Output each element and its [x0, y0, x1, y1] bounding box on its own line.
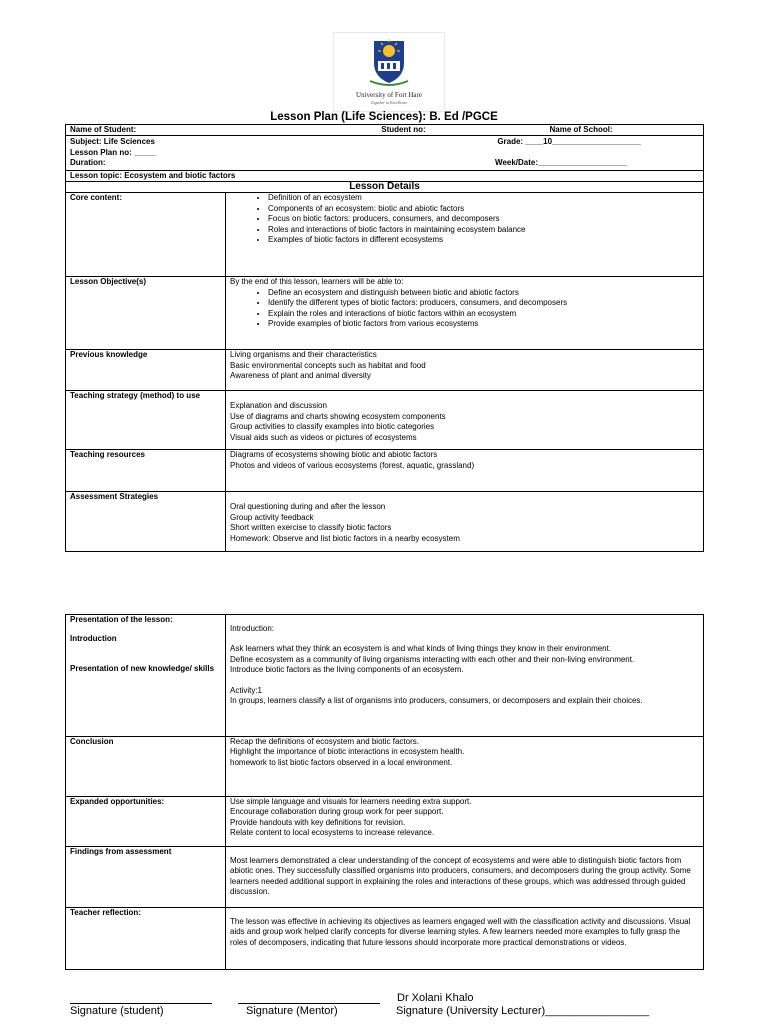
- text-line: Recap the definitions of ecosystem and biotic factors.: [230, 737, 419, 746]
- teaching-resources-label: Teaching resources: [66, 450, 226, 492]
- page-title: Lesson Plan (Life Sciences): B. Ed /PGCE: [270, 111, 498, 123]
- objectives-intro: By the end of this lesson, learners will be able to:: [230, 277, 404, 287]
- list-item: • Components of an ecosystem: biotic and abiotic factors: [268, 204, 699, 214]
- objectives-label: Lesson Objective(s): [66, 277, 226, 350]
- presentation-table: [65, 614, 704, 970]
- list-item: • Identify the different types of biotic factors: producers, consumers, and decomposers: [268, 298, 699, 308]
- text-line: Explanation and discussion: [230, 401, 327, 411]
- text-line: Use simple language and visuals for learners needing extra support.: [230, 797, 472, 806]
- crest-icon: [334, 33, 444, 91]
- text-line: Define ecosystem as a community of living organisms interacting with each other and their non-living environment.: [230, 654, 635, 664]
- mentor-signature-line: [238, 1003, 380, 1004]
- text-line: Introduce biotic factors as the living components of an ecosystem.: [230, 665, 464, 675]
- text-line: Relate content to local ecosystems to increase relevance.: [230, 828, 435, 838]
- text-line: Use of diagrams and charts showing ecosystem components: [230, 411, 446, 421]
- teaching-strategy-cell: [226, 391, 704, 450]
- lecturer-name: Dr Xolani Khalo: [397, 992, 474, 1004]
- text-line: Group activities to classify examples into biotic categories: [230, 422, 435, 432]
- list-item: • Provide examples of biotic factors from various ecosystems: [268, 319, 699, 329]
- lesson-details-heading: Lesson Details: [66, 182, 704, 193]
- assessment-cell: [226, 492, 704, 552]
- teaching-strategy-label: Teaching strategy (method) to use: [66, 391, 226, 450]
- week-date-label: Week/Date:____________________: [495, 158, 627, 168]
- lesson-topic: Lesson topic: Ecosystem and biotic factors: [66, 170, 704, 181]
- core-content-cell: [226, 193, 704, 277]
- text-line: Provide handouts with key definitions for revision.: [230, 817, 406, 827]
- text-line: Oral questioning during and after the lesson: [230, 502, 386, 512]
- objectives-cell: [226, 277, 704, 350]
- expanded-cell: [226, 797, 704, 847]
- mentor-signature-label: Signature (Mentor): [246, 1005, 338, 1017]
- assessment-label: Assessment Strategies: [66, 492, 226, 552]
- presentation-label: Presentation of the lesson:: [70, 615, 173, 624]
- introduction-heading: Introduction:: [230, 624, 275, 633]
- lecturer-signature-label: Signature (University Lecturer)_________________: [396, 1005, 650, 1017]
- conclusion-label: Conclusion: [66, 737, 226, 797]
- text-line: Group activity feedback: [230, 512, 314, 522]
- introduction-label: Introduction: [70, 634, 117, 644]
- text-line: Visual aids such as videos or pictures of ecosystems: [230, 432, 417, 442]
- duration-label: Duration:: [70, 158, 106, 168]
- activity-heading: Activity:1: [230, 685, 263, 695]
- presentation-cell: [226, 615, 704, 737]
- logo-university-name: University of Fort Hare: [356, 91, 422, 99]
- findings-label: Findings from assessment: [66, 847, 226, 908]
- text-line: Living organisms and their characteristics: [230, 350, 377, 360]
- list-item: • Roles and interactions of biotic factors in maintaining ecosystem balance: [268, 225, 699, 235]
- text-line: Homework: Observe and list biotic factors in a nearby ecosystem: [230, 533, 460, 543]
- university-logo: [333, 32, 445, 112]
- name-of-student-label: Name of Student:: [66, 125, 226, 136]
- student-signature-line: [70, 1003, 212, 1004]
- reflection-text: The lesson was effective in achieving its objectives as learners engaged well with the classification activity and discussions. Visual aids and group work helped clarify concepts for diverse learning styles. A few learners needed more examples to fully grasp the roles of decomposers, indicating that future lessons should incorporate more practical demonstrations or videos.: [226, 908, 704, 970]
- student-signature-label: Signature (student): [70, 1005, 164, 1017]
- expanded-label: Expanded opportunities:: [66, 797, 226, 847]
- name-of-school-label: Name of School:: [546, 125, 704, 136]
- subject-block: [66, 136, 704, 170]
- lesson-plan-no-label: Lesson Plan no: _____: [70, 147, 157, 157]
- text-line: Basic environmental concepts such as habitat and food: [230, 360, 426, 370]
- text-line: homework to list biotic factors observed in a local environment.: [230, 757, 453, 767]
- presentation-label-cell: [66, 615, 226, 737]
- activity-line: In groups, learners classify a list of organisms into producers, consumers, or decomposers and explain their choices.: [230, 696, 643, 706]
- text-line: Ask learners what they think an ecosystem is and what kinds of living things they know in their environment.: [230, 644, 612, 654]
- text-line: Photos and videos of various ecosystems (forest, aquatic, grassland): [230, 460, 475, 470]
- core-content-label: Core content:: [66, 193, 226, 277]
- core-content-list: [230, 193, 699, 245]
- text-line: Short written exercise to classify biotic factors: [230, 523, 392, 533]
- lesson-details-table: [65, 124, 704, 552]
- text-line: Awareness of plant and animal diversity: [230, 371, 371, 381]
- text-line: Highlight the importance of biotic interactions in ecosystem health.: [230, 747, 465, 757]
- student-no-label: Student no:: [226, 125, 546, 136]
- text-line: Diagrams of ecosystems showing biotic and abiotic factors: [230, 450, 438, 460]
- text-line: Encourage collaboration during group work for peer support.: [230, 807, 444, 817]
- subject-label: Subject: Life Sciences: [70, 137, 155, 147]
- logo-motto: Together in Excellence: [370, 100, 408, 105]
- list-item: • Focus on biotic factors: producers, consumers, and decomposers: [268, 214, 699, 224]
- teaching-resources-cell: [226, 450, 704, 492]
- objectives-list: [230, 288, 699, 330]
- previous-knowledge-label: Previous knowledge: [66, 350, 226, 391]
- previous-knowledge-cell: [226, 350, 704, 391]
- findings-text: Most learners demonstrated a clear understanding of the concept of ecosystems and were able to distinguish biotic factors from abiotic ones. They successfully classified organisms into producers, consumers, and decomposers during the group activity. Some learners needed additional support in explaining the roles and interactions of these groups, which was addressed through guided discussion.: [226, 847, 704, 908]
- list-item: • Define an ecosystem and distinguish between biotic and abiotic factors: [268, 288, 699, 298]
- reflection-label: Teacher reflection:: [66, 908, 226, 970]
- list-item: • Examples of biotic factors in different ecosystems: [268, 235, 699, 245]
- new-knowledge-label: Presentation of new knowledge/ skills: [70, 663, 215, 673]
- grade-label: Grade: ____10____________________: [497, 137, 641, 147]
- conclusion-cell: [226, 737, 704, 797]
- list-item: • Definition of an ecosystem: [268, 193, 699, 203]
- list-item: • Explain the roles and interactions of biotic factors within an ecosystem: [268, 309, 699, 319]
